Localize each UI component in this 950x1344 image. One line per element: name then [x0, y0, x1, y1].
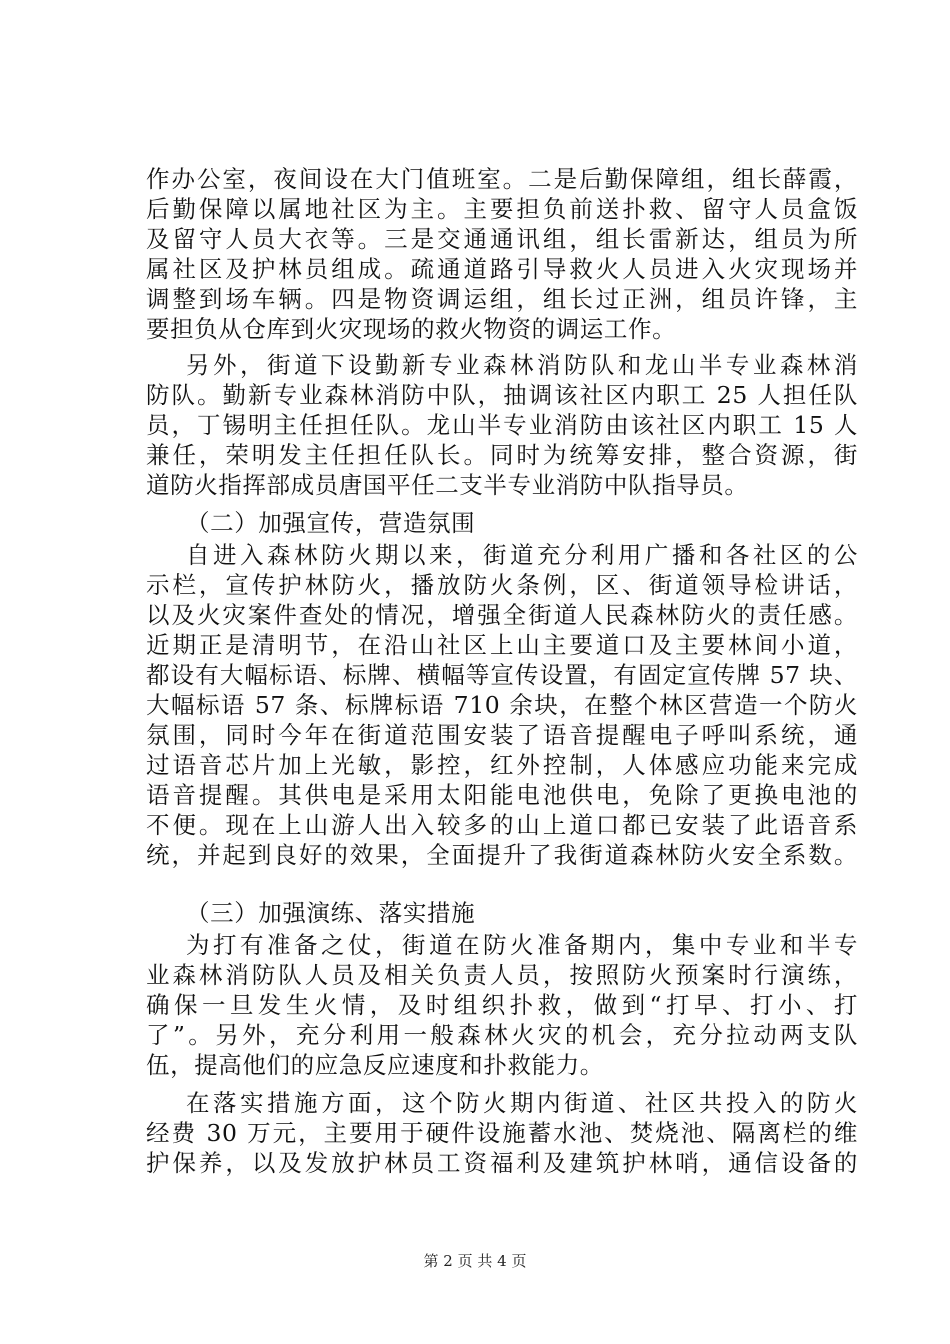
paragraph-line: 统，并起到良好的效果，全面提升了我街道森林防火安全系数。 [146, 841, 858, 869]
paragraph-line: 经费 30 万元，主要用于硬件设施蓄水池、焚烧池、隔离栏的维 [146, 1119, 858, 1147]
paragraph-line: 伍，提高他们的应急反应速度和扑救能力。 [146, 1051, 604, 1079]
paragraph-line: 业森林消防队人员及相关负责人员，按照防火预案时行演练， [146, 961, 858, 989]
paragraph-line: （二）加强宣传，营造氛围 [186, 509, 476, 537]
paragraph-line: 示栏，宣传护林防火，播放防火条例，区、街道领导检讲话， [146, 571, 858, 599]
paragraph-line: 大幅标语 57 条、标牌标语 710 余块，在整个林区营造一个防火 [146, 691, 858, 719]
paragraph-line: 属社区及护林员组成。疏通道路引导救火人员进入火灾现场并 [146, 255, 858, 283]
paragraph-line: 氛围，同时今年在街道范围安装了语音提醒电子呼叫系统，通 [146, 721, 858, 749]
paragraph-line: 自进入森林防火期以来，街道充分利用广播和各社区的公 [186, 541, 858, 569]
paragraph-line: 护保养，以及发放护林员工资福利及建筑护林哨，通信设备的 [146, 1149, 858, 1177]
paragraph-line: 确保一旦发生火情，及时组织扑救，做到“打早、打小、打 [146, 991, 858, 1019]
paragraph-line: 语音提醒。其供电是采用太阳能电池供电，免除了更换电池的 [146, 781, 858, 809]
paragraph-line: 后勤保障以属地社区为主。主要担负前送扑救、留守人员盒饭 [146, 195, 858, 223]
paragraph-line: 近期正是清明节，在沿山社区上山主要道口及主要林间小道， [146, 631, 858, 659]
paragraph-line: 都设有大幅标语、标牌、横幅等宣传设置，有固定宣传牌 57 块、 [146, 661, 858, 689]
paragraph-line: （三）加强演练、落实措施 [186, 899, 476, 927]
paragraph-line: 调整到场车辆。四是物资调运组，组长过正洲，组员许锋，主 [146, 285, 858, 313]
paragraph-line: 员，丁锡明主任担任队。龙山半专业消防由该社区内职工 15 人 [146, 411, 858, 439]
paragraph-line: 要担负从仓库到火灾现场的救火物资的调运工作。 [146, 315, 677, 343]
paragraph-line: 不便。现在上山游人出入较多的山上道口都已安装了此语音系 [146, 811, 858, 839]
paragraph-line: 另外，街道下设勤新专业森林消防队和龙山半专业森林消 [186, 351, 858, 379]
paragraph-line: 防队。勤新专业森林消防中队，抽调该社区内职工 25 人担任队 [146, 381, 858, 409]
paragraph-line: 在落实措施方面，这个防火期内街道、社区共投入的防火 [186, 1089, 858, 1117]
paragraph-line: 道防火指挥部成员唐国平任二支半专业消防中队指导员。 [146, 471, 749, 499]
paragraph-line: 作办公室，夜间设在大门值班室。二是后勤保障组，组长薛霞， [146, 165, 858, 193]
paragraph-line: 以及火灾案件查处的情况，增强全街道人民森林防火的责任感。 [146, 601, 858, 629]
page-footer: 第 2 页 共 4 页 [423, 1252, 527, 1270]
paragraph-line: 过语音芯片加上光敏，影控，红外控制，人体感应功能来完成 [146, 751, 858, 779]
paragraph-line: 为打有准备之仗，街道在防火准备期内，集中专业和半专 [186, 931, 858, 959]
paragraph-line: 及留守人员大衣等。三是交通通讯组，组长雷新达，组员为所 [146, 225, 858, 253]
paragraph-line: 兼任，荣明发主任担任队长。同时为统筹安排，整合资源，街 [146, 441, 858, 469]
paragraph-line: 了”。另外，充分利用一般森林火灾的机会，充分拉动两支队 [146, 1021, 858, 1049]
